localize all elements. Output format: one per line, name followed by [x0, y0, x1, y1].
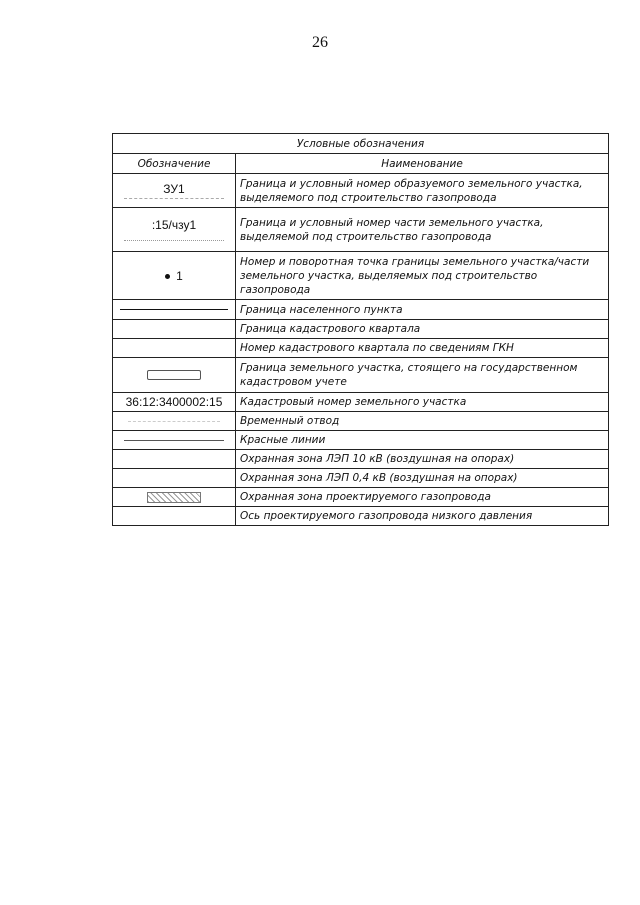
legend-row-turning-point	[113, 252, 609, 300]
legend-row-cadastral-number	[113, 393, 609, 412]
symbol-cell	[113, 507, 236, 526]
header-symbol: Обозначение	[113, 154, 236, 174]
name-cell: Временный отвод	[236, 412, 609, 431]
solid-line-symbol	[120, 309, 228, 310]
hatched-zone-symbol	[147, 492, 201, 503]
legend-caption: Условные обозначения	[113, 134, 609, 154]
name-cell: Охранная зона ЛЭП 10 кВ (воздушная на опорах)	[236, 450, 609, 469]
name-cell: Ось проектируемого газопровода низкого давления	[236, 507, 609, 526]
turning-point-dot-icon	[165, 274, 170, 279]
symbol-label: 1	[176, 268, 183, 283]
legend-row-gas-pipeline-axis	[113, 507, 609, 526]
legend-row-registered-plot	[113, 358, 609, 393]
symbol-cell	[113, 412, 236, 431]
symbol-cell	[113, 320, 236, 339]
legend-table	[112, 133, 609, 526]
symbol-cell	[113, 300, 236, 320]
legend-row-power-line-10kv	[113, 450, 609, 469]
legend-row-temporary-allotment	[113, 412, 609, 431]
name-cell: Охранная зона ЛЭП 0,4 кВ (воздушная на опорах)	[236, 469, 609, 488]
page-number: 26	[312, 34, 328, 51]
name-cell: Красные линии	[236, 431, 609, 450]
symbol-cell	[113, 174, 236, 208]
symbol-cell	[113, 469, 236, 488]
registered-plot-symbol	[147, 370, 201, 380]
legend-row-gas-protection-zone	[113, 488, 609, 507]
name-cell: Граница и условный номер образуемого земельного участка, выделяемого под строительство газопровода	[236, 174, 609, 208]
name-cell: Граница кадастрового квартала	[236, 320, 609, 339]
symbol-cell: 36:12:3400002:15	[113, 393, 236, 412]
dashed-boundary-symbol	[124, 198, 224, 199]
symbol-label: :15/чзу1	[151, 218, 197, 232]
legend-row-settlement-boundary	[113, 300, 609, 320]
name-cell: Номер кадастрового квартала по сведениям ГКН	[236, 339, 609, 358]
name-cell: Граница земельного участка, стоящего на государственном кадастровом учете	[236, 358, 609, 393]
legend-row-land-plot	[113, 174, 609, 208]
name-cell: Номер и поворотная точка границы земельного участка/части земельного участка, выделяемых под строительство газопровода	[236, 252, 609, 300]
symbol-cell	[113, 431, 236, 450]
name-cell: Граница населенного пункта	[236, 300, 609, 320]
symbol-cell	[113, 252, 236, 300]
symbol-cell	[113, 450, 236, 469]
symbol-cell	[113, 358, 236, 393]
name-cell: Охранная зона проектируемого газопровода	[236, 488, 609, 507]
name-cell: Кадастровый номер земельного участка	[236, 393, 609, 412]
legend-caption-row	[113, 134, 609, 154]
legend-row-power-line-04kv	[113, 469, 609, 488]
legend-row-plot-part	[113, 208, 609, 252]
header-name: Наименование	[236, 154, 609, 174]
legend-row-quarter-boundary	[113, 320, 609, 339]
legend-row-quarter-number	[113, 339, 609, 358]
symbol-cell	[113, 339, 236, 358]
temporary-allotment-symbol	[128, 421, 220, 422]
legend-header-row	[113, 154, 609, 174]
legend-row-red-lines	[113, 431, 609, 450]
dotted-boundary-symbol	[124, 240, 224, 241]
symbol-cell	[113, 488, 236, 507]
red-line-symbol	[124, 440, 224, 441]
symbol-label: ЗУ1	[163, 182, 185, 196]
name-cell: Граница и условный номер части земельного участка, выделяемой под строительство газопровода	[236, 208, 609, 252]
symbol-cell	[113, 208, 236, 252]
